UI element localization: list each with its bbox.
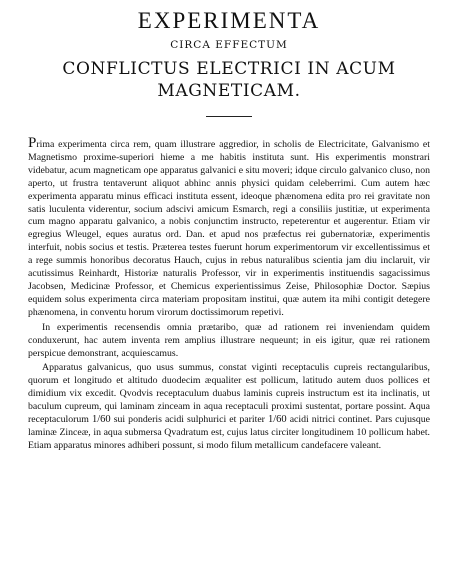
title-line-2: CIRCA EFFECTUM [170,39,288,51]
drop-cap: P [28,135,37,151]
paragraph-3 [28,362,430,452]
fraction-2: 1/60 [267,414,287,426]
paragraph-1-text: rima experimenta circa rem, quam illustrare aggredior, in scholis de Electricitate, Galvanismo et Magnetismo proxime-superiori hieme a me habitis instituta sunt. His experimentis monstrari videbatur, acum magneticam ope apparatus galvanici e situ moveri; idque circulo galvanico cluso, non aperto, ut frustra tentaverunt aliquot abhinc annis physici quidam celeberrimi. Cum autem hæc experimenta apparatu minus efficaci instituta essent, ideoque phænomena edita pro rei gravitate non satis luculenta viderentur, socium adscivi amicum Esmarch, regi a consiliis justitiæ, ut experimenta cum magno apparatu galvanico, a nobis conjunctim instructo, repeterentur et augerentur. Etiam vir egregius Wleugel, eques auratus ord. Dan. et apud nos præfectus rei gubernatoriæ, experimentis interfuit, nobis socius et testis. Præterea testes fuerunt horum experimentorum vir excellentissimus et a rege summis honoribus decoratus Hauch, cujus in rebus naturalibus scientia jam diu inclaruit, vir acutissimus Reinhardt, Historiæ naturalis Professor, vir in experimentis instituendis sagacissimus Jacobsen, Medicinæ Professor, et Chemicus experientissimus Zeise, Philosophiæ Doctor. Sæpius equidem solus experimenta circa materiam propositam institui, quæ autem ita mihi contigit detegere phænomena, in conventu horum virorum doctissimorum repetivi. [28,139,430,318]
fraction-1: 1/60 [91,414,111,426]
paragraph-1 [28,137,430,320]
paragraph-3-text-b: sui ponderis acidi sulphurici et pariter [113,414,265,426]
title-divider [206,116,252,117]
title-line-4: MAGNETICAM. [157,81,301,101]
title-block [28,8,430,102]
paragraph-2: In experimentis recensendis omnia prætaribo, quæ ad rationem rei inveniendam quidem conduxerunt, hac autem inventa rem amplius illustrare nequeunt; in eis igitur, quæ rei rationem perspicue demonstrant, acquiescamus. [28,321,430,359]
title-line-3: CONFLICTUS ELECTRICI IN ACUM [62,59,396,79]
document-body [28,137,430,453]
title-line-1: EXPERIMENTA [137,8,321,33]
paragraph-3-text-c: acidi nitrici continet. Pars cujusque laminæ Zinceæ, in aqua submersa Qvadratum est, cujus latus circiter longitudinem 10 pollicum habet. Etiam apparatus minores adhiberi possunt, si modo filum metallicum candefacere valeant. [28,414,431,451]
paragraph-3-text-a: Apparatus galvanicus, quo usus summus, constat viginti receptaculis cupreis rectangularibus, quorum et longitudo et altitudo duodecim æqualiter est pollicum, latitudo autem duos pollices et dimidium vix excedit. Qvodvis receptaculum duabus laminis cupreis instructum est ita inclinatis, ut baculum cupreum, qui laminam zinceam in aqua receptaculi proximi sustentat, portare possint. Aqua receptaculorum [28,362,430,426]
